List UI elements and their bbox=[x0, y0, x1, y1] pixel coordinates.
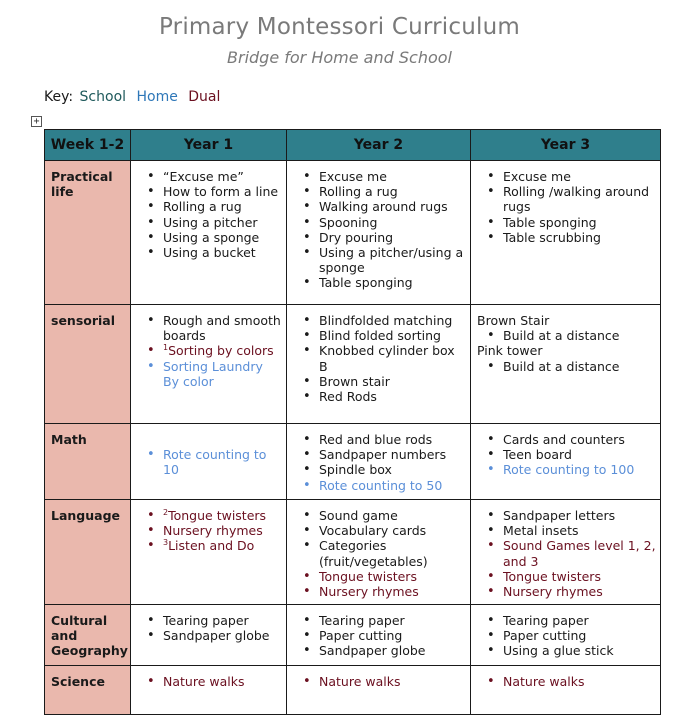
item-text: Blindfolded matching bbox=[319, 313, 453, 328]
bullet-list bbox=[137, 169, 282, 260]
list-item bbox=[137, 523, 282, 538]
key-school: School bbox=[79, 89, 127, 105]
item-text: Knobbed cylinder box B bbox=[319, 343, 455, 374]
list-item bbox=[477, 508, 656, 523]
item-text: Metal insets bbox=[503, 523, 579, 539]
item-text: Rolling a rug bbox=[163, 199, 242, 215]
list-item bbox=[477, 538, 656, 568]
table-row bbox=[45, 666, 661, 715]
year-1-cell bbox=[131, 424, 287, 500]
category-label: Science bbox=[45, 666, 131, 715]
list-item bbox=[293, 569, 466, 584]
item-text: Listen and Do bbox=[168, 538, 255, 554]
list-item bbox=[293, 374, 466, 389]
list-item bbox=[477, 215, 656, 230]
year-3-cell bbox=[471, 605, 661, 666]
list-item bbox=[137, 447, 282, 477]
item-text: Tearing paper bbox=[503, 613, 589, 628]
key-dual: Dual bbox=[188, 89, 221, 105]
item-text: Red Rods bbox=[319, 389, 377, 405]
item-text: Walking around rugs bbox=[319, 199, 448, 215]
color-key bbox=[44, 89, 220, 105]
item-text: Rote counting to 50 bbox=[319, 477, 443, 493]
item-text: Tongue twisters bbox=[319, 568, 417, 584]
list-item bbox=[293, 343, 466, 373]
table-move-handle-icon[interactable]: + bbox=[31, 116, 42, 127]
table-body bbox=[45, 161, 661, 715]
item-text: Brown stair bbox=[319, 373, 390, 389]
list-item bbox=[293, 389, 466, 404]
list-item bbox=[293, 169, 466, 184]
list-item bbox=[477, 169, 656, 184]
table-row bbox=[45, 161, 661, 305]
list-item bbox=[477, 432, 656, 447]
header-week: Week 1-2 bbox=[45, 130, 131, 161]
bullet-list bbox=[477, 432, 656, 478]
bullet-list bbox=[137, 313, 282, 389]
item-text: Using a pitcher/using a sponge bbox=[319, 245, 464, 276]
list-item bbox=[137, 184, 282, 199]
year-3-cell bbox=[471, 305, 661, 424]
item-text: Table sponging bbox=[503, 214, 597, 230]
bullet-list bbox=[293, 313, 466, 404]
category-label: Practical life bbox=[45, 161, 131, 305]
bullet-list bbox=[477, 328, 656, 343]
list-item bbox=[293, 628, 466, 643]
category-label: Math bbox=[45, 424, 131, 500]
item-text: Nursery rhymes bbox=[163, 523, 263, 539]
list-item bbox=[477, 569, 656, 584]
list-item bbox=[477, 613, 656, 628]
bullet-list bbox=[477, 169, 656, 245]
item-text: Tongue twisters bbox=[503, 568, 601, 584]
table-header-row bbox=[45, 130, 661, 161]
item-text: Categories (fruit/vegetables) bbox=[319, 538, 428, 569]
list-item bbox=[293, 478, 466, 493]
list-item bbox=[293, 328, 466, 343]
item-text: Table sponging bbox=[319, 275, 413, 291]
item-text: Sorting Laundry By color bbox=[163, 358, 263, 389]
list-item bbox=[137, 215, 282, 230]
item-text: Tearing paper bbox=[163, 613, 249, 628]
header-year-3: Year 3 bbox=[471, 130, 661, 161]
list-item bbox=[293, 230, 466, 245]
item-text: Nursery rhymes bbox=[319, 584, 419, 600]
item-text: Rough and smooth boards bbox=[163, 313, 281, 344]
item-text: Rote counting to 10 bbox=[163, 447, 267, 478]
bullet-list bbox=[137, 508, 282, 554]
list-item bbox=[293, 462, 466, 477]
item-text: Using a pitcher bbox=[163, 214, 258, 230]
list-item bbox=[477, 328, 656, 343]
list-item bbox=[477, 628, 656, 643]
year-2-cell bbox=[287, 666, 471, 715]
table-row bbox=[45, 305, 661, 424]
bullet-list bbox=[137, 447, 282, 477]
bullet-list bbox=[477, 508, 656, 599]
list-item bbox=[293, 538, 466, 568]
curriculum-table bbox=[44, 129, 661, 715]
key-home: Home bbox=[136, 89, 178, 105]
table-row bbox=[45, 500, 661, 605]
list-item bbox=[477, 584, 656, 599]
item-text: Using a sponge bbox=[163, 229, 260, 245]
year-1-cell bbox=[131, 605, 287, 666]
list-item bbox=[293, 245, 466, 275]
item-text: Nursery rhymes bbox=[503, 584, 603, 600]
category-label: sensorial bbox=[45, 305, 131, 424]
list-item bbox=[293, 275, 466, 290]
item-text: Blind folded sorting bbox=[319, 328, 441, 344]
document-title: Primary Montessori Curriculum bbox=[159, 14, 520, 40]
item-text: Vocabulary cards bbox=[319, 523, 427, 539]
list-item bbox=[477, 462, 656, 477]
year-2-cell bbox=[287, 500, 471, 605]
item-text: Sandpaper globe bbox=[163, 628, 270, 644]
header-year-2: Year 2 bbox=[287, 130, 471, 161]
item-text: Nature walks bbox=[163, 674, 245, 689]
bullet-list bbox=[293, 169, 466, 291]
list-item bbox=[477, 359, 656, 374]
document-subtitle: Bridge for Home and School bbox=[227, 48, 452, 67]
list-item bbox=[293, 508, 466, 523]
list-item bbox=[477, 184, 656, 214]
list-item bbox=[137, 199, 282, 214]
year-3-cell bbox=[471, 161, 661, 305]
item-text: Excuse me bbox=[503, 169, 571, 184]
item-text: Paper cutting bbox=[319, 628, 403, 644]
year-1-cell bbox=[131, 305, 287, 424]
item-text: Cards and counters bbox=[503, 432, 625, 447]
item-text: Paper cutting bbox=[503, 628, 587, 644]
list-item bbox=[293, 199, 466, 214]
item-text: Sandpaper numbers bbox=[319, 447, 447, 463]
list-item bbox=[293, 215, 466, 230]
list-item bbox=[477, 447, 656, 462]
list-item bbox=[137, 313, 282, 343]
item-text: Build at a distance bbox=[503, 358, 620, 374]
year-1-cell bbox=[131, 500, 287, 605]
item-text: Build at a distance bbox=[503, 328, 620, 344]
list-item bbox=[477, 643, 656, 658]
table-row bbox=[45, 424, 661, 500]
key-label: Key: bbox=[44, 89, 74, 105]
item-text: Using a bucket bbox=[163, 245, 256, 261]
item-text: Table scrubbing bbox=[503, 229, 601, 245]
list-item bbox=[293, 613, 466, 628]
item-text: Sandpaper letters bbox=[503, 508, 616, 523]
list-item bbox=[477, 523, 656, 538]
list-item bbox=[137, 613, 282, 628]
list-item bbox=[137, 343, 282, 358]
bullet-list bbox=[293, 508, 466, 599]
list-item bbox=[293, 184, 466, 199]
item-text: Nature walks bbox=[319, 674, 401, 689]
item-text: Red and blue rods bbox=[319, 432, 433, 447]
year-3-cell bbox=[471, 500, 661, 605]
category-label: Language bbox=[45, 500, 131, 605]
bullet-list bbox=[477, 613, 656, 659]
list-item bbox=[293, 313, 466, 328]
item-text: Rolling a rug bbox=[319, 184, 398, 200]
year-1-cell bbox=[131, 666, 287, 715]
bullet-list bbox=[137, 613, 282, 643]
item-text: Teen board bbox=[503, 447, 572, 463]
item-text: “Excuse me” bbox=[163, 169, 244, 184]
year-2-cell bbox=[287, 305, 471, 424]
year-2-cell bbox=[287, 161, 471, 305]
header-year-1: Year 1 bbox=[131, 130, 287, 161]
item-text: Using a glue stick bbox=[503, 643, 614, 659]
year-2-cell bbox=[287, 605, 471, 666]
list-item bbox=[477, 230, 656, 245]
item-text: Tearing paper bbox=[319, 613, 405, 628]
item-text: How to form a line bbox=[163, 184, 279, 200]
footnote-marker[interactable]: 2 bbox=[163, 507, 169, 517]
subheading: Pink tower bbox=[477, 343, 543, 359]
list-item bbox=[293, 432, 466, 447]
list-item bbox=[137, 245, 282, 260]
bullet-list bbox=[293, 432, 466, 493]
year-3-cell bbox=[471, 424, 661, 500]
footnote-marker[interactable]: 3 bbox=[163, 538, 169, 548]
item-text: Spindle box bbox=[319, 462, 392, 478]
bullet-list bbox=[477, 359, 656, 374]
list-item bbox=[137, 628, 282, 643]
item-text: Tongue twisters bbox=[168, 508, 267, 523]
subheading: Brown Stair bbox=[477, 313, 550, 328]
item-text: Sound Games level 1, 2, and 3 bbox=[503, 538, 656, 569]
table-row bbox=[45, 605, 661, 666]
list-item bbox=[137, 538, 282, 553]
item-text: Sorting by colors bbox=[168, 343, 274, 359]
year-1-cell bbox=[131, 161, 287, 305]
list-item bbox=[137, 169, 282, 184]
item-text: Spooning bbox=[319, 214, 378, 230]
list-item bbox=[293, 523, 466, 538]
list-item bbox=[137, 508, 282, 523]
item-text: Sound game bbox=[319, 508, 398, 523]
list-item bbox=[293, 584, 466, 599]
blank-line bbox=[137, 432, 282, 447]
list-item bbox=[137, 359, 282, 389]
item-text: Dry pouring bbox=[319, 229, 394, 245]
list-item bbox=[137, 230, 282, 245]
year-3-cell bbox=[471, 666, 661, 715]
item-text: Rolling /walking around rugs bbox=[503, 184, 650, 215]
list-item bbox=[293, 643, 466, 658]
item-text: Sandpaper globe bbox=[319, 643, 426, 659]
bullet-list bbox=[293, 613, 466, 659]
item-text: Excuse me bbox=[319, 169, 387, 184]
list-item bbox=[293, 447, 466, 462]
category-label: Cultural and Geography bbox=[45, 605, 131, 666]
item-text: Rote counting to 100 bbox=[503, 462, 635, 478]
year-2-cell bbox=[287, 424, 471, 500]
item-text: Nature walks bbox=[503, 674, 585, 689]
footnote-marker[interactable]: 1 bbox=[163, 343, 169, 353]
